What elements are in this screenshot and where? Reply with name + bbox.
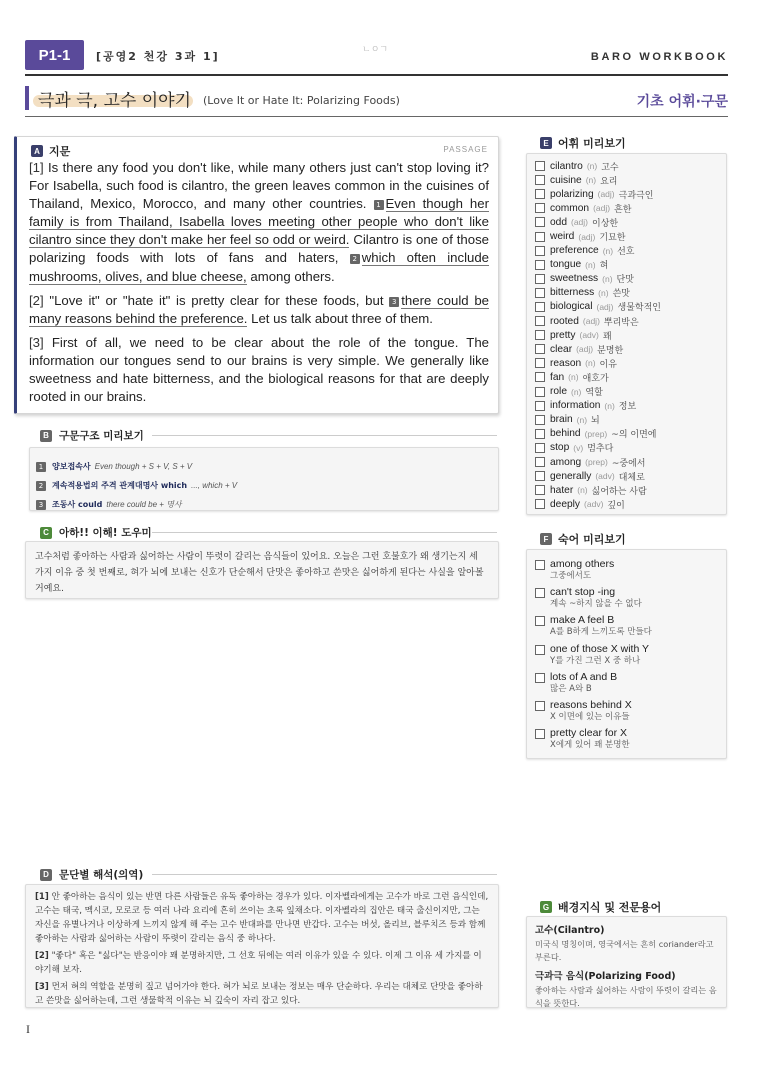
vocab-meaning: 이상한 — [592, 218, 619, 229]
idiom-checkbox[interactable] — [535, 729, 545, 739]
vocab-pos: (n) — [604, 400, 615, 411]
vocab-meaning: 생물학적인 — [617, 303, 661, 314]
passage-text: "Love it" or "hate it" is pretty clear for these foods, but — [49, 292, 384, 308]
vocab-meaning: 역할 — [585, 388, 603, 399]
vocab-checkbox[interactable] — [535, 246, 545, 256]
underlined-structure: which often include mushrooms, olives, and blue cheese, — [29, 250, 489, 284]
idiom-english: lots of A and B — [550, 670, 618, 683]
vocab-meaning: 꽤 — [602, 331, 612, 342]
structure-row — [36, 457, 490, 476]
idiom-text — [550, 671, 617, 699]
passage-text: Cilantro is one of those polarizing foods with lots of fans and haters, — [29, 232, 490, 266]
lesson-source: [공영2 천강 3과 1] — [96, 50, 220, 63]
idiom-badge: F — [540, 533, 552, 545]
idiom-korean: X 이면에 있는 이유들 — [550, 711, 630, 722]
vocab-meaning: 뇌 — [591, 416, 600, 427]
passage-title: 지문 — [49, 145, 71, 158]
idiom-item — [535, 699, 726, 727]
idiom-text — [550, 558, 614, 586]
vocab-word: pretty — [550, 329, 576, 341]
vocab-word: bitterness — [550, 287, 595, 299]
vocab-word: reason — [550, 357, 582, 369]
header-divider — [152, 435, 497, 436]
vocab-pos: (adv) — [595, 471, 615, 482]
vocab-checkbox[interactable] — [535, 443, 545, 453]
idiom-korean: 그중에서도 — [550, 571, 592, 581]
idiom-korean: X에게 있어 꽤 분명한 — [550, 740, 630, 751]
helper-badge: C — [40, 527, 52, 539]
idiom-text — [550, 586, 642, 614]
translation-paragraph — [35, 949, 489, 977]
vocab-pos: (n) — [586, 161, 598, 172]
vocab-item — [535, 187, 726, 201]
idiom-checkbox[interactable] — [535, 560, 545, 570]
vocab-checkbox[interactable] — [535, 401, 545, 411]
idiom-english: one of those X with Y — [550, 642, 650, 655]
structure-title: 구문구조 미리보기 — [59, 430, 144, 442]
vocab-item — [535, 173, 726, 187]
translation-text: 먼저 혀의 역할을 분명히 짚고 넘어가야 한다. 혀가 뇌로 보내는 정보는 매우 단순하다. 우리는 대체로 단맛을 좋아하고 쓴맛을 싫어하는데, 그런 생물학적 이유는 뇌 깊숙이 자리 잡고 있다. — [35, 982, 483, 1006]
translation-header — [40, 867, 143, 882]
vocab-meaning: 기묘한 — [599, 233, 626, 244]
vocab-word: common — [550, 202, 590, 214]
background-header — [540, 899, 661, 915]
section-category: 기초 어휘·구문 — [636, 94, 728, 110]
vocab-checkbox[interactable] — [535, 302, 545, 312]
vocab-item — [535, 286, 726, 300]
vocab-item — [535, 314, 726, 328]
vocab-pos: (n) — [577, 485, 588, 496]
vocab-item — [535, 342, 726, 356]
translation-box — [25, 884, 499, 1008]
vocab-word: generally — [550, 470, 592, 482]
vocab-word: among — [550, 456, 582, 468]
vocab-checkbox[interactable] — [535, 330, 545, 340]
idiom-english: reasons behind X — [550, 698, 632, 711]
vocab-badge: E — [540, 137, 552, 149]
vocab-meaning: 애호가 — [582, 373, 609, 384]
vocab-pos: (adv) — [579, 330, 599, 341]
underlined-structure: Even though her family is from Thailand, Isabella loves meeting other people who don't like cilantro since they don't make her feel so odd or weird. — [29, 196, 489, 248]
vocab-checkbox[interactable] — [535, 316, 545, 326]
structure-pattern: Even though + S + V, S + V — [94, 462, 193, 471]
vocab-pos: (adj) — [597, 189, 615, 200]
idiom-box — [526, 549, 727, 759]
vocab-word: deeply — [550, 498, 581, 510]
structure-pattern: there could be + 명사 — [106, 500, 182, 509]
paragraph-number: [3] — [35, 982, 49, 992]
background-title: 배경지식 및 전문용어 — [558, 901, 662, 914]
passage-text: Let us talk about three of them. — [251, 310, 433, 326]
idiom-text — [550, 727, 630, 755]
translation-badge: D — [40, 869, 52, 881]
vocab-pos: (adj) — [576, 344, 594, 355]
paragraph-number: [2] — [35, 951, 49, 961]
vocab-checkbox[interactable] — [535, 485, 545, 495]
passage-text: among others. — [250, 268, 335, 284]
structure-header — [40, 428, 144, 443]
vocab-checkbox[interactable] — [535, 189, 545, 199]
vocab-pos: (n) — [571, 386, 582, 397]
vocab-item — [535, 328, 726, 342]
idiom-item — [535, 671, 726, 699]
vocab-pos: (adj) — [582, 316, 600, 327]
structure-row — [36, 476, 490, 495]
vocab-meaning: 대체로 — [618, 472, 645, 483]
passage-label: PASSAGE — [443, 145, 488, 154]
idiom-english: pretty clear for X — [550, 727, 628, 740]
vocab-pos: (adj) — [571, 217, 589, 228]
passage-box — [14, 136, 499, 414]
vocab-box — [526, 153, 727, 515]
passage-badge: A — [31, 145, 43, 157]
idiom-checkbox[interactable] — [535, 673, 545, 683]
helper-title: 아하!! 이해! 도우미 — [59, 527, 152, 539]
vocab-header — [540, 135, 626, 151]
vocab-word: hater — [550, 484, 574, 496]
structure-marker: 3 — [389, 297, 399, 307]
vocab-pos: (adj) — [593, 203, 611, 214]
idiom-english: make A feel B — [550, 614, 615, 627]
vocab-word: cuisine — [550, 174, 582, 186]
vocab-word: sweetness — [550, 273, 599, 285]
idiom-english: among others — [550, 558, 615, 570]
translation-text: 안 좋아하는 음식이 있는 반면 다른 사람들은 유독 좋아하는 경우가 있다. 이자벨라에게는 고수가 바로 그런 음식인데, 고수는 태국, 멕시코, 모로코 등 여러 나라 요리에 흔히 쓰이는 초록 잎채소다. 이자벨라의 집안은 태국 출신이지만, 그는 자신을 유별나거나 이상하게 느끼지 않게 해 주는 고수 반대파를 만나면 반갑다. 고수는 버섯, 올리브, 블루치즈 등과 함께 좋아하는 사람과 싫어하는 사람이 뚜렷이 갈리는 음식 중 하나다. — [35, 892, 489, 944]
structure-row — [36, 495, 490, 514]
idiom-checkbox[interactable] — [535, 645, 545, 655]
idiom-korean: Y를 가진 그런 X 중 하나 — [550, 655, 641, 666]
vocab-pos: (v) — [573, 442, 584, 453]
underlined-structure: there could be many reasons behind the preference. — [29, 292, 489, 326]
vocab-pos: (adv) — [584, 499, 604, 510]
vocab-item — [535, 215, 726, 229]
vocab-word: brain — [550, 414, 573, 426]
vocab-word: odd — [550, 216, 567, 228]
vocab-meaning: 이유 — [599, 359, 617, 370]
vocab-pos: (adj) — [578, 231, 596, 242]
helper-header — [40, 525, 152, 540]
vocab-pos: (n) — [585, 259, 596, 270]
idiom-item — [535, 727, 726, 755]
vocab-item — [535, 427, 726, 441]
vocab-item — [535, 483, 726, 497]
vocab-meaning: 고수 — [601, 162, 619, 173]
vocab-item — [535, 413, 726, 427]
vocab-word: rooted — [550, 315, 579, 327]
structure-box — [29, 447, 499, 511]
vocab-item — [535, 370, 726, 384]
paragraph-number: [1] — [29, 160, 44, 175]
center-mark: ㄴㅇㄱ — [362, 45, 389, 55]
vocab-meaning: ~중에서 — [611, 458, 646, 469]
structure-number: 1 — [36, 462, 46, 472]
vocab-item — [535, 258, 726, 272]
vocab-meaning: 깊이 — [607, 500, 625, 511]
vocab-word: biological — [550, 301, 593, 313]
idiom-item — [535, 614, 726, 642]
vocab-meaning: 혀 — [599, 261, 609, 272]
vocab-item — [535, 455, 726, 469]
vocab-meaning: 뿌리박은 — [603, 317, 639, 328]
vocab-pos: (n) — [585, 175, 597, 186]
page-title: 극과 극, 고수 이야기 — [38, 91, 191, 111]
vocab-meaning: 싫어하는 사람 — [591, 486, 647, 497]
vocab-pos: (n) — [568, 372, 579, 383]
vocab-pos: (n) — [598, 287, 609, 298]
translation-paragraph — [35, 890, 489, 946]
vocab-meaning: ~의 이면에 — [611, 430, 657, 441]
passage-text: First of all, we need to be clear about the role of the tongue. The information our tongues send to our brains is very simple. We generally like sweetness and hate bitterness, and the biological reasons for that are deeply rooted in our brains. — [29, 334, 489, 405]
vocab-word: clear — [550, 343, 573, 355]
background-box — [526, 916, 727, 1008]
structure-marker: 1 — [374, 200, 384, 210]
vocab-checkbox[interactable] — [535, 175, 545, 185]
vocab-word: information — [550, 400, 601, 412]
background-desc: 좋아하는 사람과 싫어하는 사람이 뚜렷이 갈리는 음식을 뜻한다. — [535, 985, 717, 1008]
structure-number: 3 — [36, 500, 46, 510]
idiom-text — [550, 699, 632, 727]
vocab-meaning: 멈추다 — [587, 444, 614, 455]
translation-title: 문단별 해석(의역) — [59, 869, 144, 881]
vocab-meaning: 쓴맛 — [612, 289, 630, 300]
page-number: I — [26, 1022, 30, 1036]
idiom-checkbox[interactable] — [535, 701, 545, 711]
vocab-checkbox[interactable] — [535, 358, 545, 368]
vocab-checkbox[interactable] — [535, 203, 545, 213]
paragraph-2 — [29, 292, 489, 328]
vocab-item — [535, 244, 726, 258]
passage-header — [31, 143, 70, 159]
vocab-word: stop — [550, 442, 570, 454]
vocab-checkbox[interactable] — [535, 260, 545, 270]
vocab-item — [535, 272, 726, 286]
vocab-word: polarizing — [550, 188, 594, 200]
vocab-item — [535, 159, 726, 173]
background-badge: G — [540, 901, 552, 913]
vocab-pos: (prep) — [584, 428, 608, 439]
vocab-meaning: 정보 — [618, 402, 637, 413]
structure-badge: B — [40, 430, 52, 442]
idiom-item — [535, 558, 726, 586]
vocab-pos: (n) — [585, 358, 596, 369]
vocab-checkbox[interactable] — [535, 288, 545, 298]
vocab-pos: (prep) — [585, 457, 608, 468]
idiom-korean: A를 B하게 느끼도록 만들다 — [550, 627, 652, 638]
structure-label: 계속적용법의 주격 관계대명사 which — [52, 481, 188, 490]
passage-body — [29, 159, 489, 412]
vocab-item — [535, 469, 726, 483]
idiom-korean: 많은 A와 B — [550, 683, 592, 694]
title-accent-bar — [25, 86, 29, 110]
vocab-pos: (n) — [602, 273, 613, 284]
structure-number: 2 — [36, 481, 46, 491]
vocab-word: role — [550, 386, 567, 398]
header-divider — [152, 532, 497, 533]
vocab-word: tongue — [550, 259, 582, 271]
vocab-item — [535, 385, 726, 399]
paragraph-number: [3] — [29, 334, 44, 350]
vocab-pos: (n) — [576, 414, 588, 425]
helper-box: 고수처럼 좋아하는 사람과 싫어하는 사람이 뚜렷이 갈리는 음식들이 있어요. 오늘은 그런 호불호가 왜 생기는지 세 가지 이유 중 첫 번째로, 혀가 뇌에 보내는 신호가 단순해서 단맛은 좋아하고 쓴맛은 싫어하게 된다는 사실을 알아볼 거예요. — [25, 541, 499, 599]
paragraph-number: [1] — [35, 892, 49, 902]
paragraph-1 — [29, 159, 489, 286]
vocab-pos: (adj) — [596, 301, 614, 312]
vocab-meaning: 단맛 — [616, 275, 634, 286]
vocab-item — [535, 497, 726, 511]
vocab-checkbox[interactable] — [535, 217, 545, 227]
paragraph-number: [2] — [29, 292, 44, 308]
structure-label: 조동사 could — [52, 500, 103, 509]
title-rule — [25, 116, 728, 117]
background-term: 극과극 음식(Polarizing Food) — [535, 971, 676, 982]
vocab-checkbox[interactable] — [535, 457, 545, 467]
background-desc: 미국식 명칭이며, 영국에서는 흔히 coriander라고 부른다. — [535, 939, 714, 962]
vocab-word: weird — [550, 231, 575, 243]
idiom-checkbox[interactable] — [535, 588, 545, 598]
vocab-meaning: 요리 — [600, 176, 618, 187]
translation-text: "좋다" 혹은 "싫다"는 반응이야 꽤 분명하지만, 그 선호 뒤에는 여러 이유가 있을 수 있다. 이제 그 이유 세 가지를 이야기해 보자. — [35, 951, 482, 975]
vocab-item — [535, 441, 726, 455]
vocab-pos: (n) — [602, 245, 614, 256]
vocab-word: fan — [550, 371, 565, 383]
vocab-checkbox[interactable] — [535, 499, 545, 509]
structure-pattern: ..., which + V — [191, 481, 238, 490]
background-term: 고수(Cilantro) — [535, 925, 605, 936]
vocab-item — [535, 201, 726, 215]
idiom-text — [550, 614, 652, 642]
vocab-checkbox[interactable] — [535, 415, 545, 425]
idiom-english: can't stop -ing — [550, 586, 616, 599]
vocab-word: behind — [550, 428, 581, 440]
vocab-meaning: 흔한 — [614, 204, 632, 215]
idiom-checkbox[interactable] — [535, 616, 545, 626]
idiom-title: 숙어 미리보기 — [558, 533, 626, 546]
structure-label: 양보접속사 — [52, 462, 91, 471]
paragraph-3 — [29, 334, 489, 406]
idiom-header — [540, 531, 626, 547]
vocab-word: preference — [550, 245, 599, 257]
vocab-checkbox[interactable] — [535, 471, 545, 481]
vocab-checkbox[interactable] — [535, 161, 545, 171]
vocab-item — [535, 300, 726, 314]
vocab-item — [535, 399, 726, 413]
header-divider — [152, 874, 497, 875]
vocab-meaning: 선호 — [617, 247, 635, 258]
vocab-checkbox[interactable] — [535, 344, 545, 354]
vocab-item — [535, 229, 726, 243]
vocab-word: cilantro — [550, 160, 583, 172]
vocab-item — [535, 356, 726, 370]
vocab-checkbox[interactable] — [535, 232, 545, 242]
translation-paragraph — [35, 980, 489, 1008]
brand-name: BARO WORKBOOK — [590, 51, 728, 63]
vocab-checkbox[interactable] — [535, 429, 545, 439]
lesson-tag: P1-1 — [25, 40, 84, 70]
page-subtitle: (Love It or Hate It: Polarizing Foods) — [203, 94, 400, 107]
idiom-korean: 계속 ~하지 않을 수 없다 — [550, 599, 642, 610]
idiom-text — [550, 643, 649, 671]
structure-marker: 2 — [350, 254, 360, 264]
idiom-item — [535, 643, 726, 671]
header-rule — [25, 74, 728, 76]
vocab-title: 어휘 미리보기 — [558, 137, 626, 150]
vocab-checkbox[interactable] — [535, 372, 545, 382]
vocab-meaning: 분명한 — [597, 345, 624, 356]
idiom-item — [535, 586, 726, 614]
vocab-checkbox[interactable] — [535, 274, 545, 284]
vocab-checkbox[interactable] — [535, 387, 545, 397]
vocab-meaning: 극과극인 — [618, 190, 654, 201]
passage-text: Is there any food you don't like, while many others just can't stop loving it? For Isabella, such food is cilantro, the green leaves common in the cuisines of Thailand, Mexico, Morocco, and many other countries. — [29, 160, 489, 212]
